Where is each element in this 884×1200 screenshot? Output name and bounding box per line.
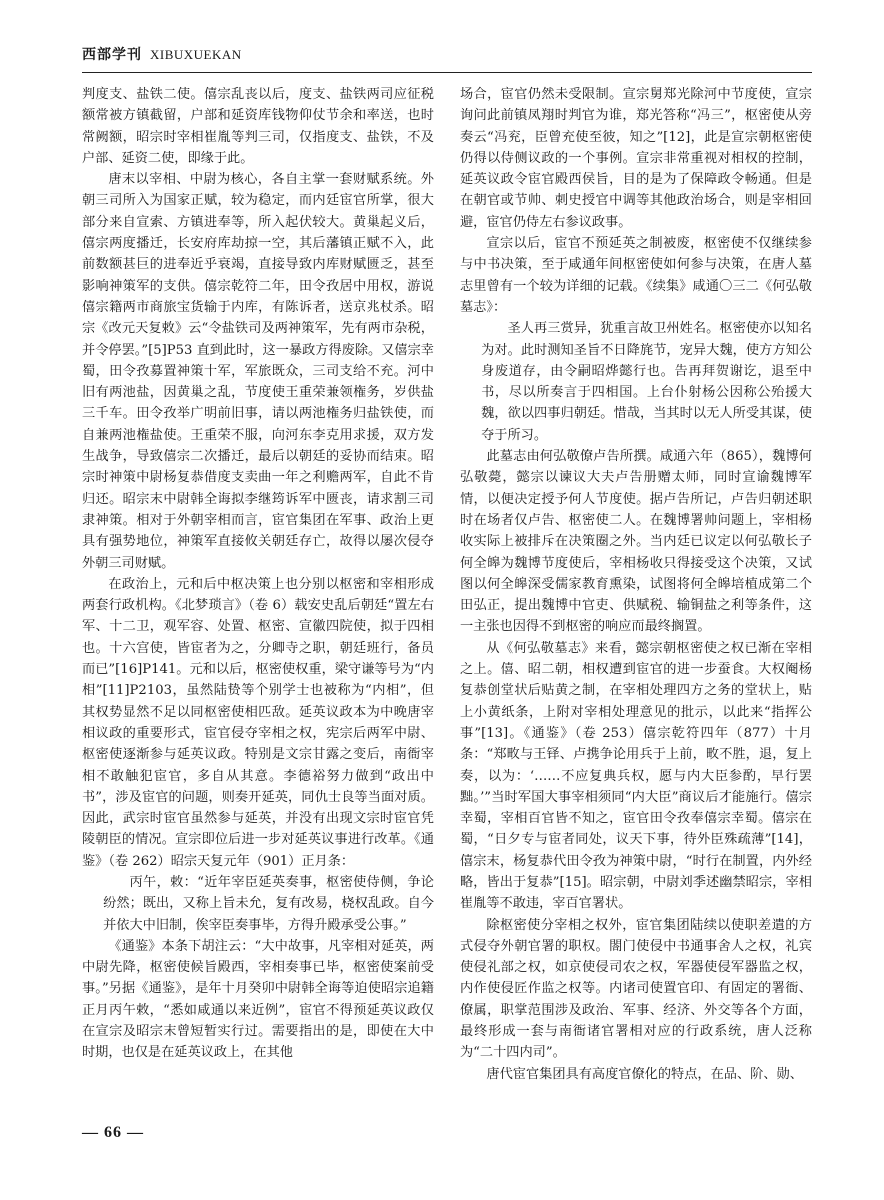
paragraph: 在政治上，元和后中枢决策上也分别以枢密和宰相形成两套行政机构。《北梦琐言》（卷 6）载安史乱后朝廷“置左右军、十二卫，观军容、处置、枢密、宣徽四院使，拟于四相也。十六宫使，皆宦者为之，分卿寺之职，朝廷班行，备员而已”[16]P141。元和以后，枢密使权重，梁守谦等号为“内相”[11]P2103，虽然陆贽等个别学士也被称为“内相”，但其权势显然不足以同枢密使相匹敌。延英议政本为中晚唐宰相议政的重要形式，宦官侵夺宰相之权，宪宗后两军中尉、枢密使逐渐参与延英议政。特别是文宗甘露之变后，南衙宰相不敢触犯宦官，多自从其意。李德裕努力做到“政出中书”，涉及宦官的问题，则奏开延英，同仇士良等当面对质。因此，武宗时宦官虽然参与延英，并没有出现文宗时宦官凭陵朝臣的情况。宣宗即位后进一步对延英议事进行改革。《通鉴》（卷 262）昭宗天复元年（901）正月条：: [82, 576, 434, 869]
left-column: [82, 84, 434, 1064]
right-column: [460, 84, 812, 1085]
page-number: — 66 —: [82, 1124, 144, 1141]
paragraph: 唐末以宰相、中尉为核心，各自主掌一套财赋系统。外朝三司所入为国家正赋，较为稳定，而内廷宦官所掌，很大部分来自宣索、方镇进奉等，所入起伏较大。黄巢起义后，僖宗两度播迁，长安府库劫掠一空，其后藩镇正赋不入，此前数额甚巨的进奉近乎衰竭，直接导致内库财赋匮乏，甚至影响神策军的支供。僖宗乾符二年，田令孜居中用权，游说僖宗籍两市商旅宝货输于内库，有陈诉者，送京兆杖杀。昭宗《改元天复敕》云“令盐铁司及两神策军，先有两市杂税，并令停罢。”[5]P53 直到此时，这一暴政方得废除。又僖宗幸蜀，田令孜募置神策十军，军旅既众，三司支给不充。河中旧有两池盐，因黄巢之乱，节度使王重荣兼领権务，岁供盐三千车。田令孜举广明前旧事，请以两池権务归盐铁使，而自兼两池権盐使。王重荣不服，向河东李克用求援，双方发生战争，导致僖宗二次播迁，最后以朝廷的妥协而结束。昭宗时神策中尉杨复恭借度支卖曲一年之利赡两军，自此不肯归还。昭宗末中尉韩全诲拟李继筠诉军中匮丧，请求割三司隶神策。相对于外朝宰相而言，宦官集团在军事、政治上更具有强势地位，神策军直接攸关朝廷存亡，故得以屡次侵夺外朝三司财赋。: [82, 172, 434, 571]
paragraph: 圣人再三赏异，犹重言故卫州姓名。枢密使亦以知名为对。此时测知圣旨不日降旄节，宠异大魏，使方方知公身废道存，由令嗣昭烨懿行也。告再拜贺谢讫，退至中书，尽以所奏言于四相国。上台仆射杨公因称公殆援大魏，欲以四事归朝廷。惜哉，当其时以无人所受其谋，使夺于所习。: [481, 321, 812, 443]
paragraph: 《通鉴》本条下胡注云：“大中故事，凡宰相对延英，两中尉先降，枢密使候旨殿西，宰相奏事已毕，枢密使案前受事。”另据《通鉴》，是年十月癸卯中尉韩全诲等迫使昭宗追籍正月丙午敕，“悉如咸通以来近例”，宦官不得预延英议政仅在宣宗及昭宗末曾短暂实行过。需要指出的是，即使在大中时期，也仅是在延英议政上，在其他: [82, 938, 434, 1061]
paragraph: 宣宗以后，宦官不预延英之制被废，枢密使不仅继续参与中书决策，至于咸通年间枢密使如何参与决策，在唐人墓志里曾有一个较为详细的记载。《续集》咸通〇三二《何弘敬墓志》：: [460, 236, 812, 315]
paragraph: 唐代宦官集团具有高度官僚化的特点，在品、阶、勋、: [486, 1066, 803, 1082]
paragraph: 丙午，敕：“近年宰臣延英奏事，枢密使侍侧，争论纷然；既出，又称上旨未允，复有改易，桡权乱政。自今并依大中旧制，俟宰臣奏事毕，方得升殿承受公事。”: [103, 874, 434, 933]
paragraph: 判度支、盐铁二使。僖宗乱丧以后，度支、盐铁两司应征税额常被方镇截留，户部和延资库钱物仰仗节余和率送，也时常阙额，昭宗时宰相崔胤等判三司，仅指度支、盐铁，不及户部、延资二使，即缘于此。: [82, 87, 434, 166]
journal-name: 西部学刊: [82, 47, 142, 63]
paragraph: 从《何弘敬墓志》来看，懿宗朝枢密使之权已渐在宰相之上。僖、昭二朝，相权遭到宦官的进一步蚕食。大权阉杨复恭创堂状后贴黄之制，在宰相处理四方之务的堂状上，贴上小黄纸条，上附对宰相处理意见的批示，以此来“指挥公事”[13]。《通鉴》（卷 253）僖宗乾符四年（877）十月条：“郑畋与王铎、卢携争论用兵于上前，畋不胜，退，复上奏，以为：‘……不应复典兵权，愿与内大臣参酌，早行罢黜。’”当时军国大事宰相须同“内大臣”商议后才能施行。僖宗幸蜀，宰相百官皆不知之，宦官田令孜奉僖宗幸蜀。僖宗在蜀，“日夕专与宦者同处，议天下事，待外臣殊疏薄”[14]，僖宗末，杨复恭代田令孜为神策中尉，“时行在制置，内外经略，皆出于复恭”[15]。昭宗朝，中尉刘季述幽禁昭宗，宰相崔胤等不敢违，宰百官署状。: [460, 640, 812, 912]
running-header: [82, 44, 812, 66]
header-rule: [82, 72, 812, 73]
paragraph: 场合，宦官仍然未受限制。宣宗舅郑光除河中节度使，宣宗询问此前镇凤翔时判官为谁，郑光答称“冯三”，枢密使从旁奏云“冯兖，臣曾充使至彼，知之”[12]，此是宣宗朝枢密使仍得以侍侧议政的一个事例。宣宗非常重视对相权的控制，延英议政令宦官殿西侯旨，目的是为了保障政令畅通。但是在朝官或节帅、刺史授官中调等其他政治场合，则是宰相回避，宦官仍侍左右参议政事。: [460, 87, 812, 230]
paragraph: 此墓志由何弘敬僚卢告所撰。咸通六年（865），魏博何弘敬薨，懿宗以谏议大夫卢告册赠太师，同时宣谕魏博军情，以便决定授予何人节度使。据卢告所记，卢告归朝述职时在场者仅卢告、枢密使二人。在魏博署帅问题上，宰相杨收实际上被排斥在决策圈之外。当内廷已议定以何弘敬长子何全皞为魏博节度使后，宰相杨收只得接受这个决策，又试图以何全皞深受儒家教育熏染，试图将何全皞培植成第二个田弘正，提出魏博中官吏、供赋税、输铜盐之利等条件，这一主张也因得不到枢密的响应而最终搁置。: [460, 449, 812, 635]
journal-pinyin: XIBUXUEKAN: [150, 47, 242, 62]
paragraph: 除枢密使分宰相之权外，宦官集团陆续以使职差遣的方式侵夺外朝官署的职权。閤门使侵中书通事舍人之权，礼宾使侵礼部之权，如京使侵司农之权，军器使侵军器监之权，内作使侵匠作监之权等。内诸司使置官印、有固定的署衙、僚属，职掌范围涉及政治、军事、经济、外交等各个方面，最终形成一套与南衙诸官署相对应的行政系统，唐人泛称为“二十四内司”。: [460, 917, 812, 1061]
